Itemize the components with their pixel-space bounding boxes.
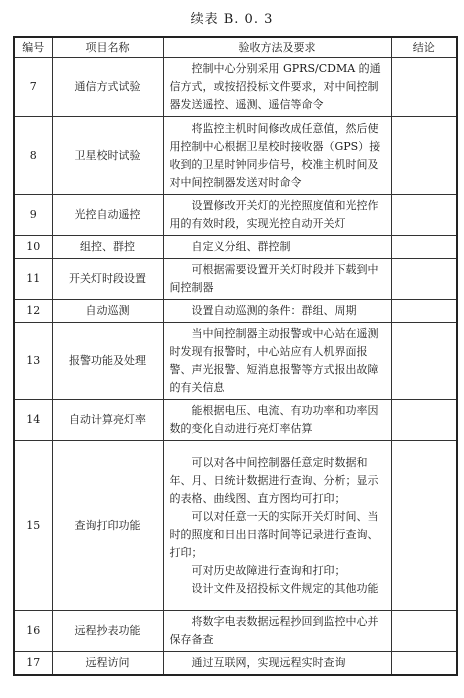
row-item-name: 自动巡测 (52, 300, 163, 323)
method-paragraph: 设置修改开关灯的光控照度值和光控作用的有效时段，实现光控自动开关灯 (169, 199, 379, 230)
table-row (14, 300, 457, 323)
row-conclusion (391, 195, 457, 236)
header-method: 验收方法及要求 (163, 37, 391, 58)
row-number: 16 (14, 611, 52, 652)
row-number: 8 (14, 117, 52, 195)
method-paragraph: 将监控主机时间修改成任意值，然后使用控制中心根据卫星校时接收器（GPS）接收到的卫星时钟同步信号，校准主机时间及对中间控制器发送对时命令 (169, 121, 381, 189)
acceptance-table (13, 36, 458, 676)
row-method (163, 323, 391, 400)
row-method (163, 400, 391, 441)
method-paragraph: 可以对各中间控制器任意定时数据和年、月、日统计数据进行查询、分析；显示的表格、曲线图、直方图均可打印； (169, 455, 379, 505)
table-caption: 续表 B. 0. 3 (190, 12, 274, 27)
row-method (163, 117, 391, 195)
table-row (14, 323, 457, 400)
row-conclusion (391, 323, 457, 400)
row-item-name: 报警功能及处理 (52, 323, 163, 400)
row-number: 17 (14, 652, 52, 676)
row-method (163, 58, 391, 117)
row-method (163, 441, 391, 611)
header-conclusion: 结论 (391, 37, 457, 58)
table-row (14, 652, 457, 676)
row-item-name: 远程访问 (52, 652, 163, 676)
row-method (163, 611, 391, 652)
method-paragraph: 将数字电表数据远程抄回到监控中心并保存备查 (169, 615, 379, 646)
row-conclusion (391, 400, 457, 441)
method-paragraph: 能根据电压、电流、有功功率和功率因数的变化自动进行亮灯率估算 (169, 404, 379, 435)
row-item-name: 通信方式试验 (52, 58, 163, 117)
row-conclusion (391, 117, 457, 195)
method-paragraph: 当中间控制器主动报警或中心站在遥测时发现有报警时，中心站应有人机界面报警、声光报警、短消息报警等方式报出故障的有关信息 (169, 327, 379, 394)
row-conclusion (391, 300, 457, 323)
table-row (14, 441, 457, 611)
table-row (14, 611, 457, 652)
row-conclusion (391, 58, 457, 117)
row-item-name: 远程抄表功能 (52, 611, 163, 652)
row-item-name: 自动计算亮灯率 (52, 400, 163, 441)
table-row (14, 259, 457, 300)
row-conclusion (391, 236, 457, 259)
row-method (163, 236, 391, 259)
method-paragraph: 设置自动巡测的条件：群组、周期 (191, 304, 357, 317)
row-item-name: 光控自动遥控 (52, 195, 163, 236)
row-number: 13 (14, 323, 52, 400)
table-row (14, 195, 457, 236)
row-number: 10 (14, 236, 52, 259)
method-paragraph: 可以对任意一天的实际开关灯时间、当时的照度和日出日落时间等记录进行查询、打印； (169, 509, 379, 559)
method-paragraph: 控制中心分别采用 GPRS/CDMA 的通信方式，或按招投标文件要求，对中间控制器发送遥控、遥测、遥信等命令 (169, 62, 381, 111)
method-paragraph: 通过互联网，实现远程实时查询 (191, 656, 346, 669)
row-conclusion (391, 611, 457, 652)
row-conclusion (391, 259, 457, 300)
row-number: 9 (14, 195, 52, 236)
row-number: 12 (14, 300, 52, 323)
table-row (14, 117, 457, 195)
row-item-name: 查询打印功能 (52, 441, 163, 611)
row-method (163, 195, 391, 236)
method-paragraph: 设计文件及招投标文件规定的其他功能 (191, 581, 379, 595)
row-method (163, 652, 391, 676)
row-number: 7 (14, 58, 52, 117)
method-paragraph: 可根据需要设置开关灯时段并下载到中间控制器 (169, 263, 379, 294)
row-item-name: 卫星校时试验 (52, 117, 163, 195)
row-conclusion (391, 652, 457, 676)
table-row (14, 400, 457, 441)
table-row (14, 58, 457, 117)
method-paragraph: 可对历史故障进行查询和打印； (191, 563, 346, 577)
row-number: 11 (14, 259, 52, 300)
header-row (14, 37, 457, 58)
row-item-name: 组控、群控 (52, 236, 163, 259)
row-number: 15 (14, 441, 52, 611)
row-method (163, 259, 391, 300)
row-conclusion (391, 441, 457, 611)
table-row (14, 236, 457, 259)
method-paragraph: 自定义分组、群控制 (191, 240, 291, 253)
header-item-name: 项目名称 (52, 37, 163, 58)
row-method (163, 300, 391, 323)
row-item-name: 开关灯时段设置 (52, 259, 163, 300)
header-number: 编号 (14, 37, 52, 58)
row-number: 14 (14, 400, 52, 441)
